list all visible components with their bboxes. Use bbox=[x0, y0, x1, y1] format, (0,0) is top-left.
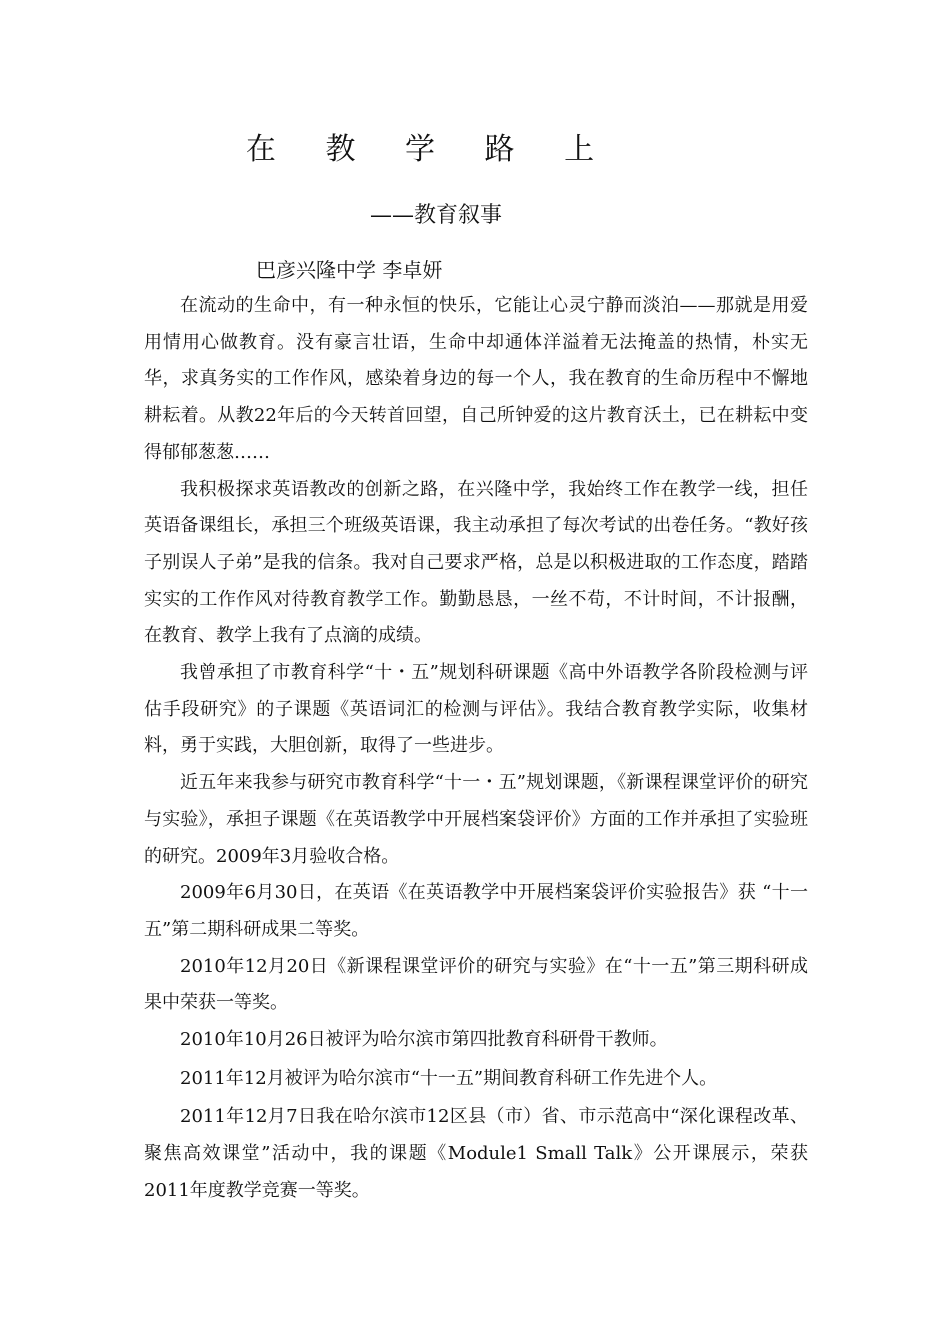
paragraph: 2011年12月7日我在哈尔滨市12区县（市）省、市示范高中“深化课程改革、聚焦高效课堂”活动中，我的课题《Module1 Small Talk》公开课展示，荣获2011年度教学竞赛一等奖。 bbox=[144, 1106, 808, 1201]
author-line: 巴彦兴隆中学 李卓妍 bbox=[256, 258, 443, 282]
paragraph: 2009年6月30日，在英语《在英语教学中开展档案袋评价实验报告》获 “十一五”第二期科研成果二等奖。 bbox=[144, 882, 808, 940]
paragraph: 我曾承担了市教育科学“十・五”规划科研课题《高中外语教学各阶段检测与评估手段研究》的子课题《英语词汇的检测与评估》。我结合教育教学实际，收集材料，勇于实践，大胆创新，取得了一些进步。 bbox=[144, 662, 808, 757]
paragraph: 2011年12月被评为哈尔滨市“十一五”期间教育科研工作先进个人。 bbox=[180, 1067, 718, 1089]
paragraph: 2010年10月26日被评为哈尔滨市第四批教育科研骨干教师。 bbox=[180, 1029, 668, 1051]
paragraph: 2010年12月20日《新课程课堂评价的研究与实验》在“十一五”第三期科研成果中荣获一等奖。 bbox=[144, 955, 808, 1014]
paragraph: 在流动的生命中，有一种永恒的快乐，它能让心灵宁静而淡泊——那就是用爱用情用心做教育。没有豪言壮语，生命中却通体洋溢着无法掩盖的热情，朴实无华，求真务实的工作作风，感染着身边的每一个人，我在教育的生命历程中不懈地耕耘着。从教22年后的今天转首回望，自己所钟爱的这片教育沃土，已在耕耘中变得郁郁葱葱…… bbox=[144, 295, 808, 463]
paragraph: 近五年来我参与研究市教育科学“十一・五”规划课题，《新课程课堂评价的研究与实验》，承担子课题《在英语教学中开展档案袋评价》方面的工作并承担了实验班的研究。2009年3月验收合格。 bbox=[144, 772, 808, 867]
document-body bbox=[144, 288, 808, 1210]
document-title: 在 教 学 路 上 bbox=[245, 132, 615, 167]
document-subtitle: ——教育叙事 bbox=[370, 203, 503, 228]
paragraph: 我积极探求英语教改的创新之路，在兴隆中学，我始终工作在教学一线，担任英语备课组长，承担三个班级英语课，我主动承担了每次考试的出卷任务。“教好孩子别误人子弟”是我的信条。我对自己要求严格，总是以积极进取的工作态度，踏踏实实的工作作风对待教育教学工作。勤勤恳恳，一丝不苟，不计时间，不计报酬，在教育、教学上我有了点滴的成绩。 bbox=[144, 478, 808, 647]
